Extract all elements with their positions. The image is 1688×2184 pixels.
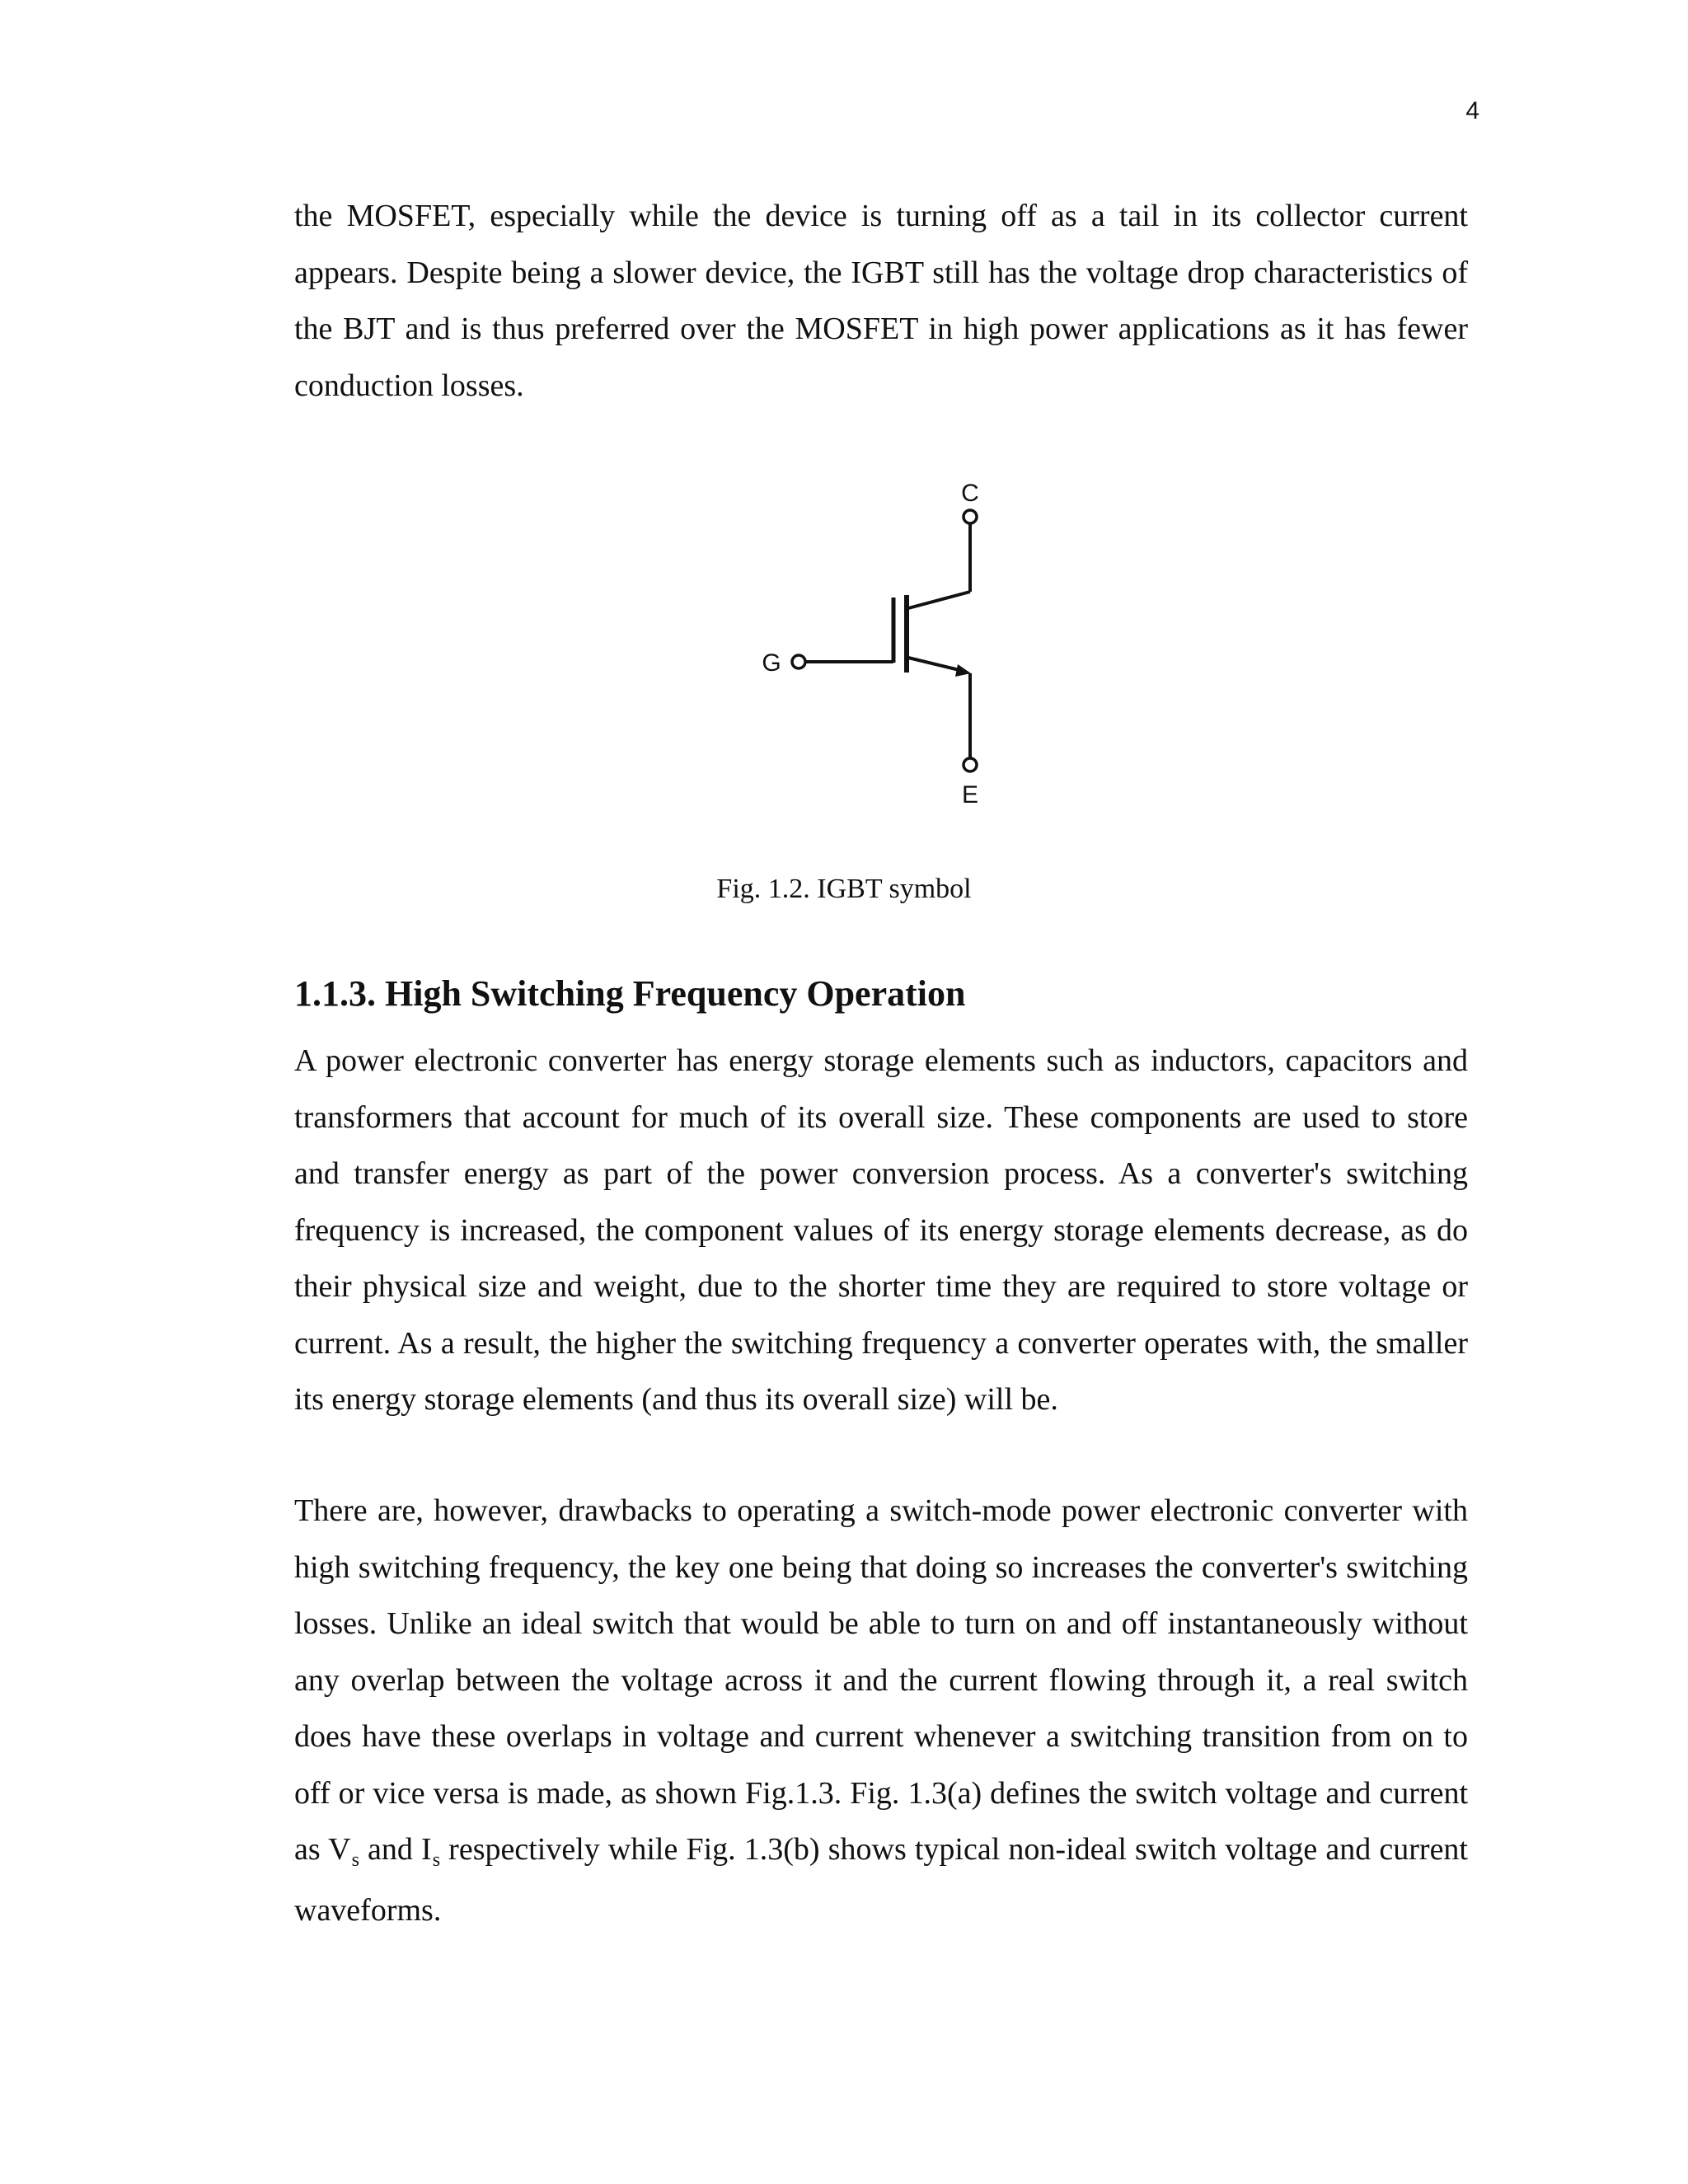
switch-current-subscript: s xyxy=(432,1849,441,1871)
emitter-label: E xyxy=(961,781,979,808)
figure-caption: Fig. 1.2. IGBT symbol xyxy=(716,874,972,904)
gate-terminal-icon xyxy=(792,655,805,668)
gate-label: G xyxy=(762,649,781,677)
section-paragraph-1: A power electronic converter has energy storage elements such as inductors, capacitors and transformers that account for much of its overall size. These components are used to store and transfer energy as part of the power conversion process. As a converter's switching frequency is increased, the component values of its energy storage elements decrease, as do their physical size and weight, due to the shorter time they are required to store voltage or current. As a result, the higher the switching frequency a converter operates with, the smaller its energy storage elements (and thus its overall size) will be. xyxy=(294,1043,1468,1417)
igbt-symbol-figure xyxy=(742,470,1014,816)
switch-current-symbol: I xyxy=(421,1832,432,1867)
collector-label: C xyxy=(961,480,979,507)
intro-paragraph: the MOSFET, especially while the device is turning off as a tail in its collector current appears. Despite being a slower device, the IGBT still has the voltage drop characteristics of the BJT and is thus preferred over the MOSFET in high power applications as it has fewer conduction losses. xyxy=(294,199,1468,403)
page-number: 4 xyxy=(1465,97,1479,124)
section-paragraph-2 xyxy=(294,1483,1468,1938)
paragraph-2-text-end: respectively while Fig. 1.3(b) shows typical non-ideal switch voltage and current waveforms. xyxy=(294,1832,1468,1928)
section-heading: 1.1.3. High Switching Frequency Operation xyxy=(294,973,966,1014)
collector-terminal-icon xyxy=(964,510,977,523)
emitter-channel-line xyxy=(908,658,963,671)
switch-voltage-subscript: s xyxy=(351,1849,359,1871)
connector-text: and xyxy=(359,1832,422,1867)
paragraph-2-text-start: There are, however, drawbacks to operating a switch-mode power electronic converter with high switching frequency, the key one being that doing so increases the converter's switching losses. Unlike an ideal switch that would be able to turn on and off instantaneously without any overlap between the voltage across it and the current flowing through it, a real switch does have these overlaps in voltage and current whenever a switching transition from on to off or vice versa is made, as shown Fig.1.3. Fig. 1.3(a) defines the switch voltage and current as xyxy=(294,1493,1468,1867)
collector-channel-line xyxy=(908,592,970,608)
igbt-symbol-diagram xyxy=(742,470,1014,816)
emitter-terminal-icon xyxy=(964,758,977,771)
switch-voltage-symbol: V xyxy=(328,1832,351,1867)
